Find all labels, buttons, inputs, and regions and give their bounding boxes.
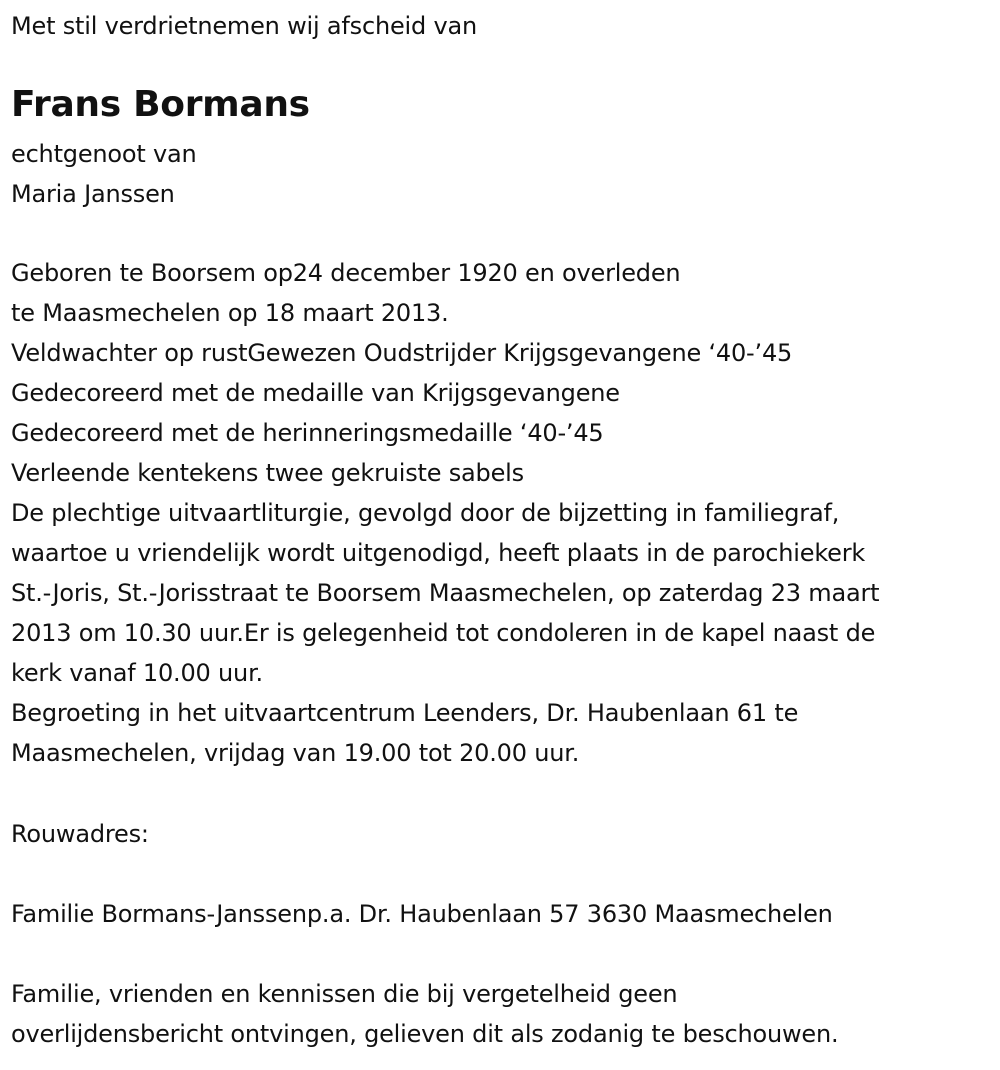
deceased-name: Frans Bormans	[11, 84, 310, 125]
details-line: waartoe u vriendelijk wordt uitgenodigd, heeft plaats in de parochiekerk	[11, 539, 866, 567]
details-line: Gedecoreerd met de herinneringsmedaille ‘40-’45	[11, 419, 604, 447]
details-line: Gedecoreerd met de medaille van Krijgsgevangene	[11, 379, 620, 407]
rouwadres-address: Familie Bormans-Janssenp.a. Dr. Haubenlaan 57 3630 Maasmechelen	[11, 900, 833, 928]
rouwadres-label: Rouwadres:	[11, 820, 149, 848]
spouse-block	[11, 134, 197, 214]
details-line: Veldwachter op rustGewezen Oudstrijder Krijgsgevangene ‘40-’45	[11, 339, 793, 367]
details-line: Begroeting in het uitvaartcentrum Leenders, Dr. Haubenlaan 61 te	[11, 699, 799, 727]
details-line: Verleende kentekens twee gekruiste sabels	[11, 459, 524, 487]
rouwadres-block	[11, 814, 149, 854]
spouse-name: Maria Janssen	[11, 180, 175, 208]
closing-note-line: Familie, vrienden en kennissen die bij vergetelheid geen	[11, 980, 678, 1008]
details-block	[11, 253, 879, 773]
intro-line: Met stil verdrietnemen wij afscheid van	[11, 12, 477, 40]
details-line: Maasmechelen, vrijdag van 19.00 tot 20.00 uur.	[11, 739, 580, 767]
details-line: 2013 om 10.30 uur.Er is gelegenheid tot condoleren in de kapel naast de	[11, 619, 876, 647]
spouse-line: echtgenoot van	[11, 140, 197, 168]
closing-note-line: overlijdensbericht ontvingen, gelieven dit als zodanig te beschouwen.	[11, 1020, 839, 1048]
details-line: kerk vanaf 10.00 uur.	[11, 659, 263, 687]
details-line: De plechtige uitvaartliturgie, gevolgd door de bijzetting in familiegraf,	[11, 499, 840, 527]
details-line: St.-Joris, St.-Jorisstraat te Boorsem Maasmechelen, op zaterdag 23 maart	[11, 579, 880, 607]
details-line: te Maasmechelen op 18 maart 2013.	[11, 299, 449, 327]
closing-note	[11, 974, 838, 1054]
details-line: Geboren te Boorsem op24 december 1920 en overleden	[11, 259, 681, 287]
address-block	[11, 894, 833, 934]
